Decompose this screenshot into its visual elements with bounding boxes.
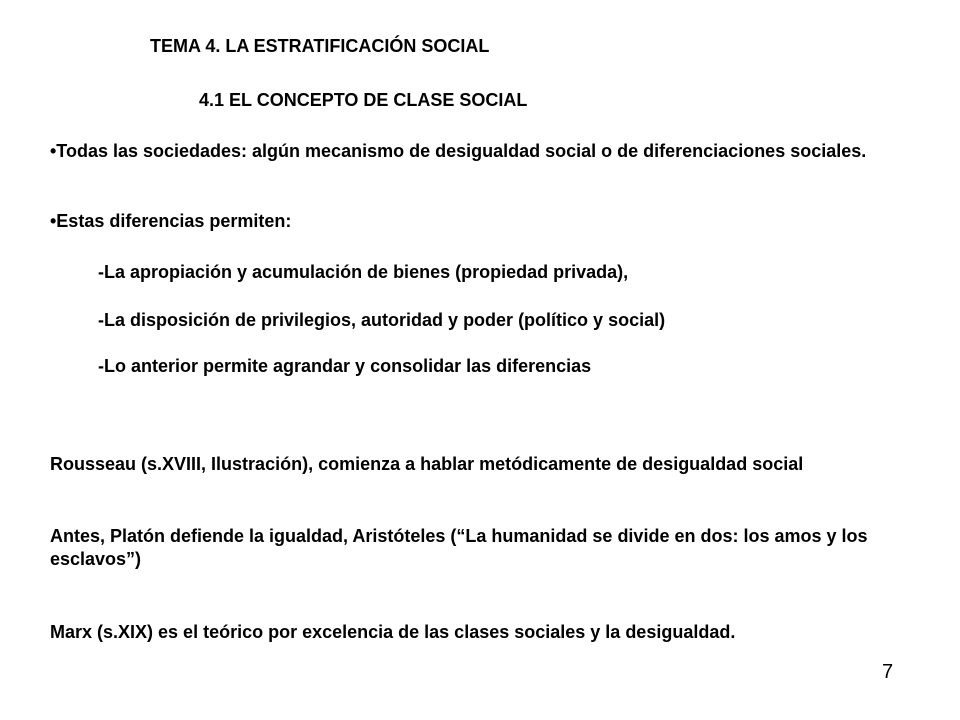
paragraph: Rousseau (s.XVIII, Ilustración), comienza a hablar metódicamente de desigualdad social [50, 454, 804, 474]
bullet-item: •Todas las sociedades: algún mecanismo de desigualdad social o de diferenciaciones sociales. [50, 141, 867, 161]
paragraph: Antes, Platón defiende la igualdad, Aristóteles (“La humanidad se divide en dos: los amos y los esclavos”) [50, 526, 868, 569]
sub-item: -La apropiación y acumulación de bienes (propiedad privada), [98, 262, 629, 282]
slide-title: TEMA 4. LA ESTRATIFICACIÓN SOCIAL [150, 36, 490, 56]
paragraph: Marx (s.XIX) es el teórico por excelencia de las clases sociales y la desigualdad. [50, 622, 736, 642]
bullet-item: •Estas diferencias permiten: [50, 211, 292, 231]
sub-item: -La disposición de privilegios, autoridad y poder (político y social) [98, 310, 666, 330]
page-number: 7 [882, 661, 894, 683]
slide-subtitle: 4.1 EL CONCEPTO DE CLASE SOCIAL [199, 90, 528, 110]
sub-item: -Lo anterior permite agrandar y consolidar las diferencias [98, 356, 592, 376]
